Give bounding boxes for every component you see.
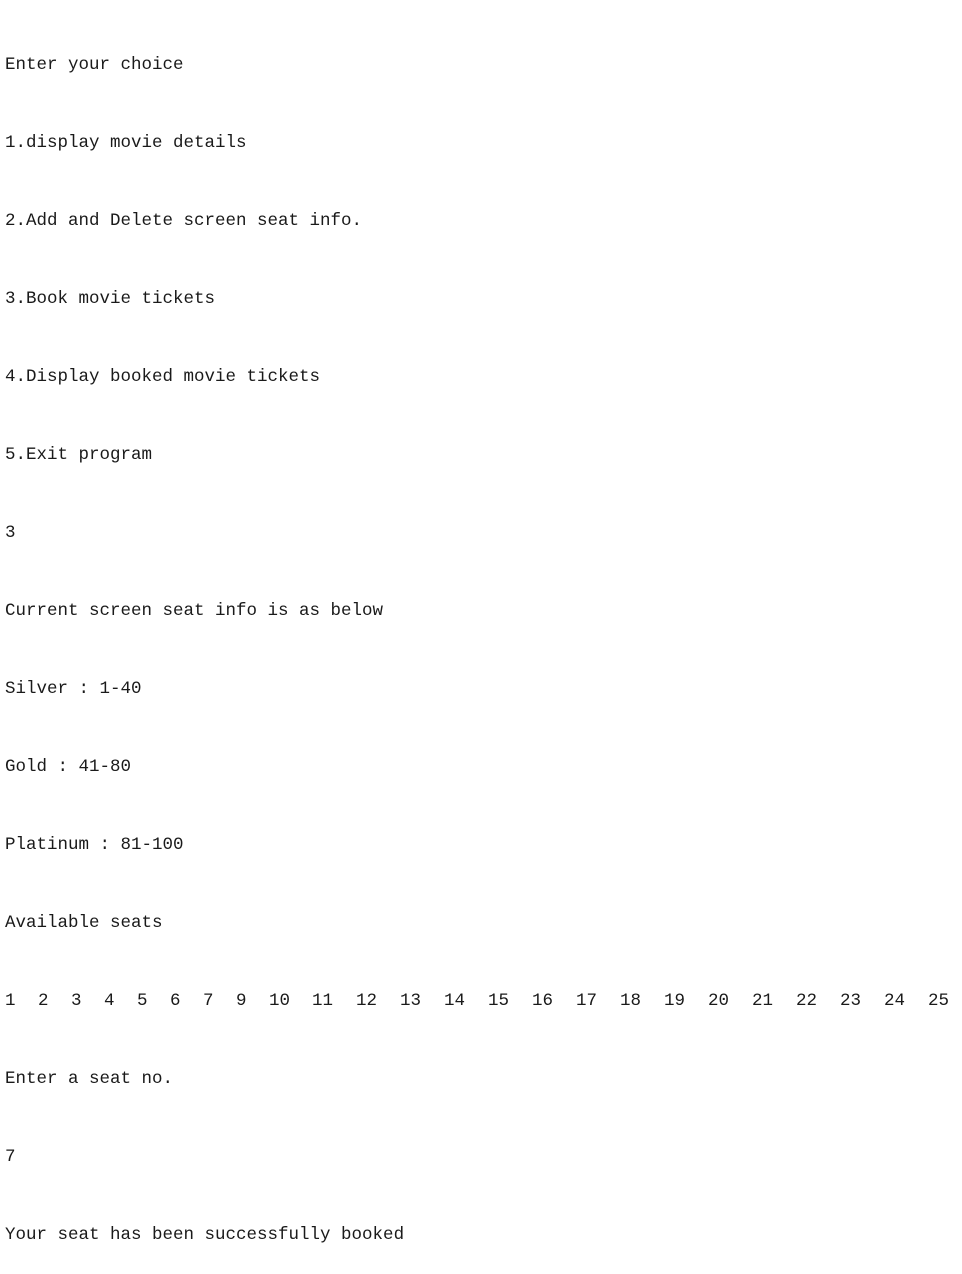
available-seat-number: 19 [664, 991, 686, 1011]
available-seats-list [5, 988, 960, 1014]
available-seat-number: 4 [104, 991, 115, 1011]
seat-input-echo: 7 [5, 1147, 16, 1167]
available-seat-number: 6 [170, 991, 181, 1011]
seat-tier-silver: Silver : 1-40 [5, 679, 142, 699]
available-seat-number: 13 [400, 991, 422, 1011]
menu-item-display-details: 1.display movie details [5, 133, 247, 153]
menu-item-display-booked: 4.Display booked movie tickets [5, 367, 321, 387]
seat-tier-platinum: Platinum : 81-100 [5, 835, 184, 855]
menu-item-book-tickets: 3.Book movie tickets [5, 289, 216, 309]
available-seat-number: 7 [203, 991, 214, 1011]
available-seat-number: 2 [38, 991, 49, 1011]
available-seat-number: 25 [928, 991, 950, 1011]
booking-result-message: Your seat has been successfully booked [5, 1225, 405, 1245]
available-seat-number: 14 [444, 991, 466, 1011]
available-seat-number: 16 [532, 991, 554, 1011]
console-output [5, 0, 960, 1245]
choice-prompt: Enter your choice [5, 55, 184, 75]
available-seat-number: 20 [708, 991, 730, 1011]
available-seat-number: 9 [236, 991, 247, 1011]
available-seat-number: 12 [356, 991, 378, 1011]
seat-info-header: Current screen seat info is as below [5, 601, 384, 621]
available-seat-number: 22 [796, 991, 818, 1011]
available-seat-number: 15 [488, 991, 510, 1011]
available-seat-number: 24 [884, 991, 906, 1011]
menu-item-add-delete-seat: 2.Add and Delete screen seat info. [5, 211, 363, 231]
available-seat-number: 21 [752, 991, 774, 1011]
available-seat-number: 5 [137, 991, 148, 1011]
available-seat-number: 3 [71, 991, 82, 1011]
available-seat-number: 10 [269, 991, 291, 1011]
seat-tier-gold: Gold : 41-80 [5, 757, 132, 777]
available-seat-number: 11 [312, 991, 334, 1011]
seat-number-prompt: Enter a seat no. [5, 1069, 174, 1089]
available-seat-number: 1 [5, 991, 16, 1011]
available-seat-number: 18 [620, 991, 642, 1011]
choice-input-echo: 3 [5, 523, 16, 543]
menu-item-exit: 5.Exit program [5, 445, 153, 465]
available-seats-label: Available seats [5, 913, 163, 933]
available-seat-number: 23 [840, 991, 862, 1011]
available-seat-number: 17 [576, 991, 598, 1011]
